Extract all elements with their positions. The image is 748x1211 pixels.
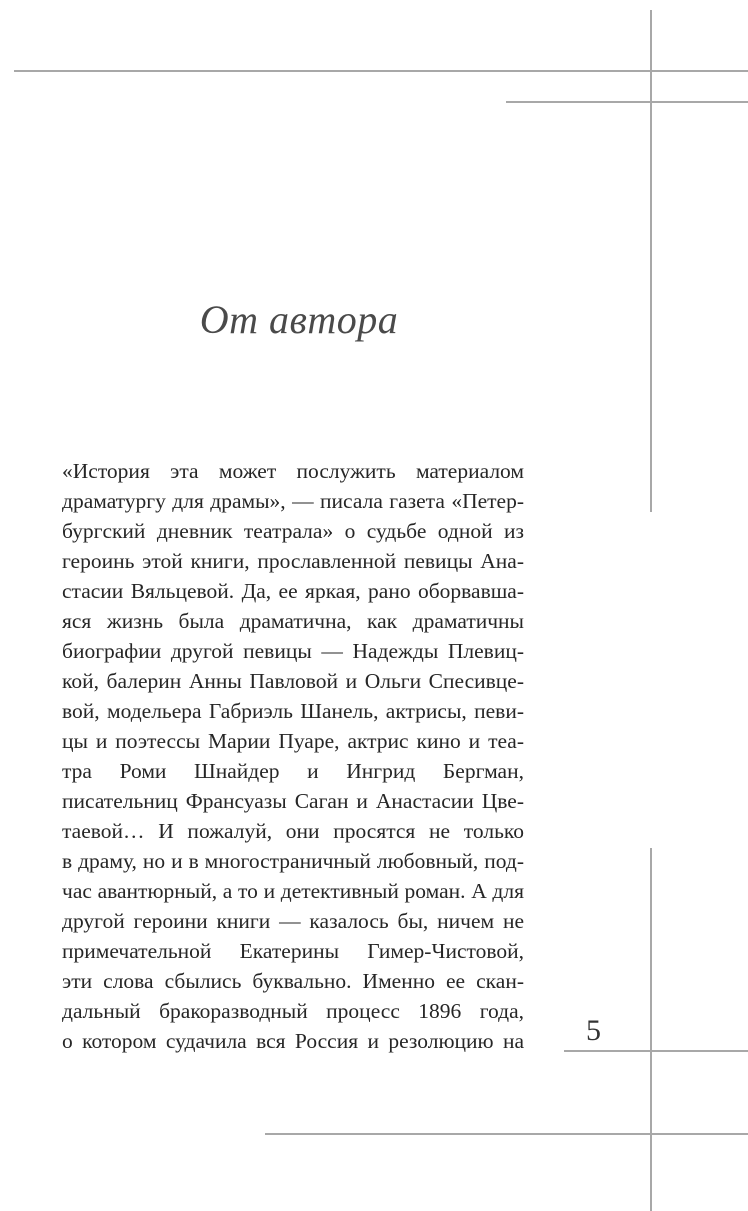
right-vertical-rule-top bbox=[650, 10, 652, 512]
text-line: биографии другой певицы — Надежды Плевиц- bbox=[62, 639, 524, 663]
text-line: драматургу для драмы», — писала газета «Петер- bbox=[62, 489, 524, 513]
text-line: тра Роми Шнайдер и Ингрид Бергман, bbox=[62, 759, 524, 783]
text-line: бургский дневник театрала» о судьбе одной из bbox=[62, 519, 524, 543]
text-line: о котором судачила вся Россия и резолюцию на bbox=[62, 1029, 524, 1053]
text-line: эти слова сбылись буквально. Именно ее скан- bbox=[62, 969, 524, 993]
text-line: кой, балерин Анны Павловой и Ольги Спесивце- bbox=[62, 669, 524, 693]
text-line: цы и поэтессы Марии Пуаре, актрис кино и теа- bbox=[62, 729, 524, 753]
text-line: писательниц Франсуазы Саган и Анастасии Цве- bbox=[62, 789, 524, 813]
text-line: примечательной Екатерины Гимер-Чистовой, bbox=[62, 939, 524, 963]
text-line: «История эта может послужить материалом bbox=[62, 459, 524, 483]
text-line: в драму, но и в многостраничный любовный, под- bbox=[62, 849, 524, 873]
body-paragraph bbox=[62, 456, 524, 1056]
right-vertical-rule-bottom bbox=[650, 848, 652, 1211]
chapter-title: От автора bbox=[199, 297, 399, 342]
bottom-right-rule bbox=[564, 1050, 748, 1052]
text-line: другой героини книги — казалось бы, ничем не bbox=[62, 909, 524, 933]
text-line: героинь этой книги, прославленной певицы Ана- bbox=[62, 549, 524, 573]
text-line: стасии Вяльцевой. Да, ее яркая, рано оборвавша- bbox=[62, 579, 524, 603]
text-line: час авантюрный, а то и детективный роман. А для bbox=[62, 879, 524, 903]
page-number: 5 bbox=[586, 1014, 601, 1047]
text-line: таевой… И пожалуй, они просятся не только bbox=[62, 819, 524, 843]
text-line: яся жизнь была драматична, как драматичны bbox=[62, 609, 524, 633]
bottom-horizontal-rule bbox=[265, 1133, 748, 1135]
text-line: вой, модельера Габриэль Шанель, актрисы, певи- bbox=[62, 699, 524, 723]
top-right-short-rule bbox=[506, 101, 748, 103]
top-horizontal-rule bbox=[14, 70, 748, 72]
text-line: дальный бракоразводный процесс 1896 года, bbox=[62, 999, 524, 1023]
